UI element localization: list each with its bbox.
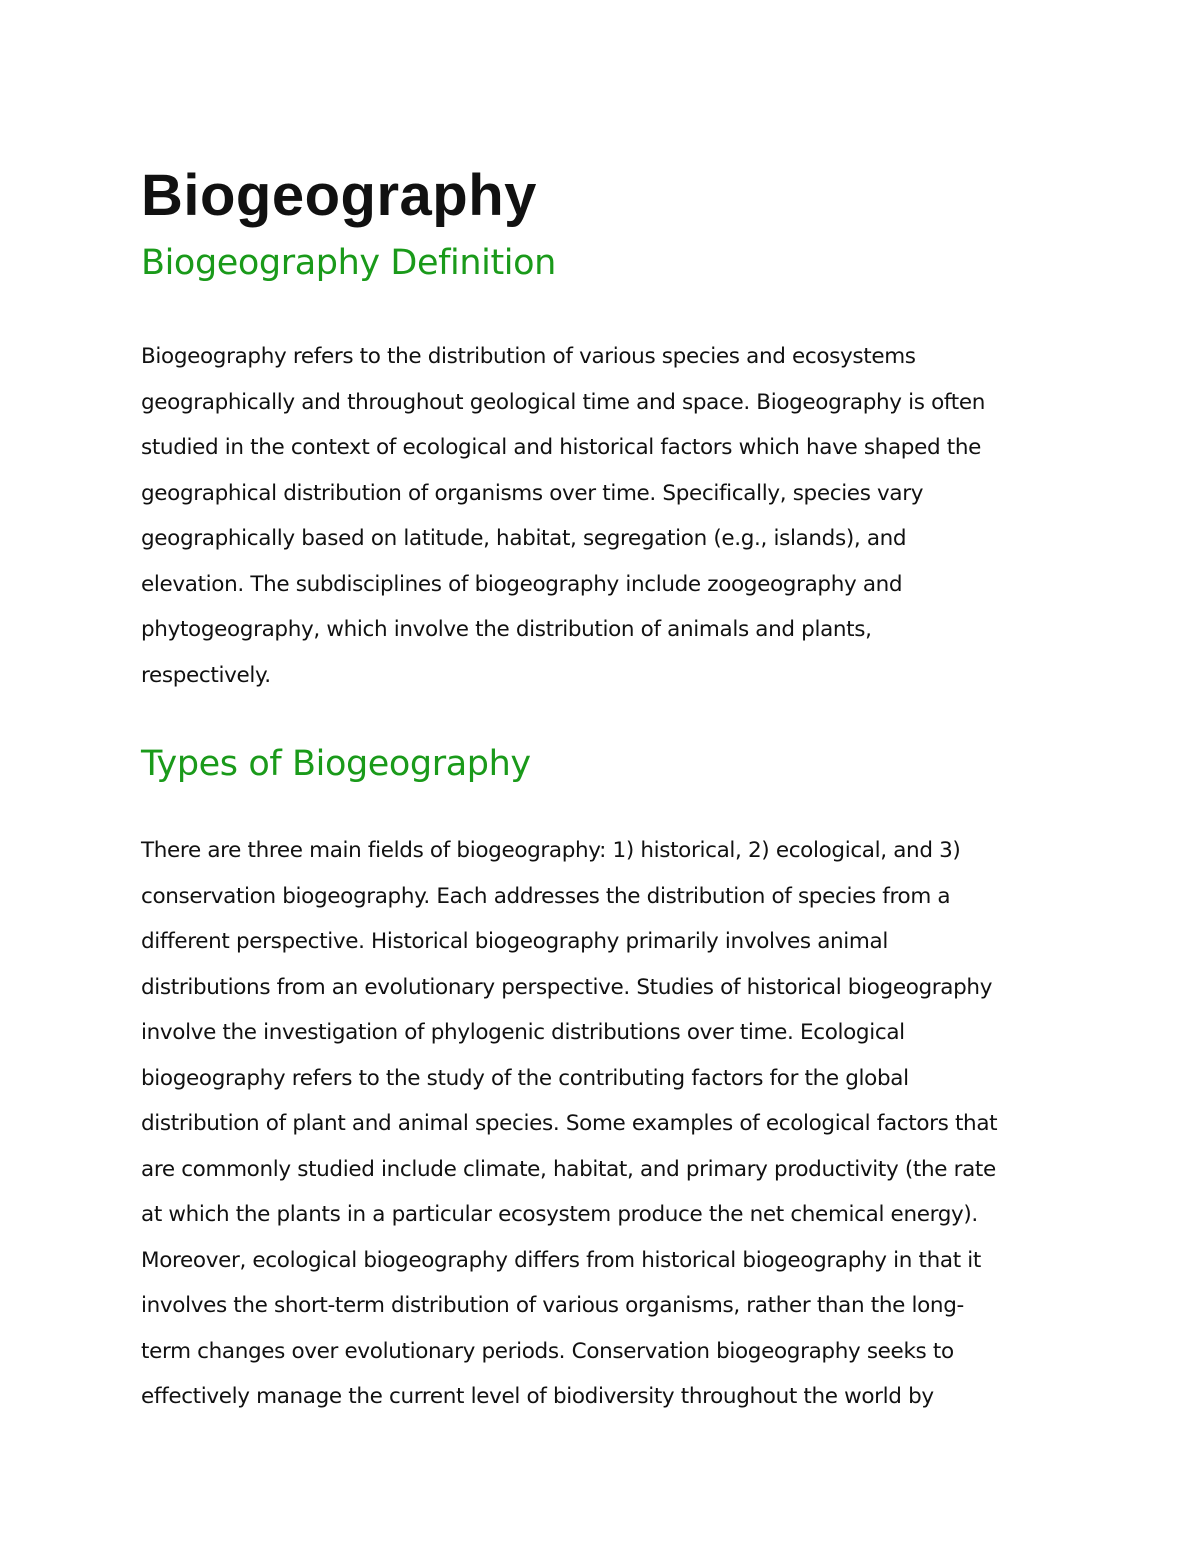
- text-line: at which the plants in a particular ecosystem produce the net chemical energy).: [141, 1202, 978, 1227]
- text-line: studied in the context of ecological and historical factors which have shaped the: [141, 435, 981, 460]
- text-line: distribution of plant and animal species. Some examples of ecological factors that: [141, 1111, 998, 1136]
- text-line: involve the investigation of phylogenic distributions over time. Ecological: [141, 1020, 905, 1045]
- paragraph-types: [141, 828, 1081, 1420]
- text-line: Moreover, ecological biogeography differs from historical biogeography in that it: [141, 1247, 981, 1273]
- text-line: term changes over evolutionary periods. Conservation biogeography seeks to: [141, 1338, 954, 1364]
- text-line: geographical distribution of organisms over time. Specifically, species vary: [141, 480, 924, 506]
- text-line: geographically based on latitude, habitat, segregation (e.g., islands), and: [141, 526, 907, 551]
- document-content: [141, 158, 1081, 1420]
- text-line: different perspective. Historical biogeography primarily involves animal: [141, 929, 888, 954]
- text-line: respectively.: [141, 662, 271, 688]
- text-line: Biogeography refers to the distribution of various species and ecosystems: [141, 344, 916, 369]
- text-line: effectively manage the current level of biodiversity throughout the world by: [141, 1384, 934, 1409]
- text-line: geographically and throughout geological time and space. Biogeography is often: [141, 389, 985, 415]
- text-line: elevation. The subdisciplines of biogeography include zoogeography and: [141, 571, 903, 597]
- document-title: Biogeography: [141, 163, 537, 228]
- heading-types-of-biogeography: Types of Biogeography: [141, 744, 531, 784]
- text-line: biogeography refers to the study of the contributing factors for the global: [141, 1065, 909, 1091]
- text-line: phytogeography, which involve the distribution of animals and plants,: [141, 617, 872, 642]
- paragraph-definition: [141, 334, 1081, 698]
- text-line: distributions from an evolutionary perspective. Studies of historical biogeography: [141, 974, 993, 1000]
- heading-biogeography-definition: Biogeography Definition: [141, 243, 556, 283]
- text-line: There are three main fields of biogeography: 1) historical, 2) ecological, and 3): [141, 838, 961, 863]
- text-line: conservation biogeography. Each addresses the distribution of species from a: [141, 883, 951, 909]
- text-line: involves the short-term distribution of various organisms, rather than the long-: [141, 1293, 964, 1318]
- text-line: are commonly studied include climate, habitat, and primary productivity (the rate: [141, 1156, 996, 1182]
